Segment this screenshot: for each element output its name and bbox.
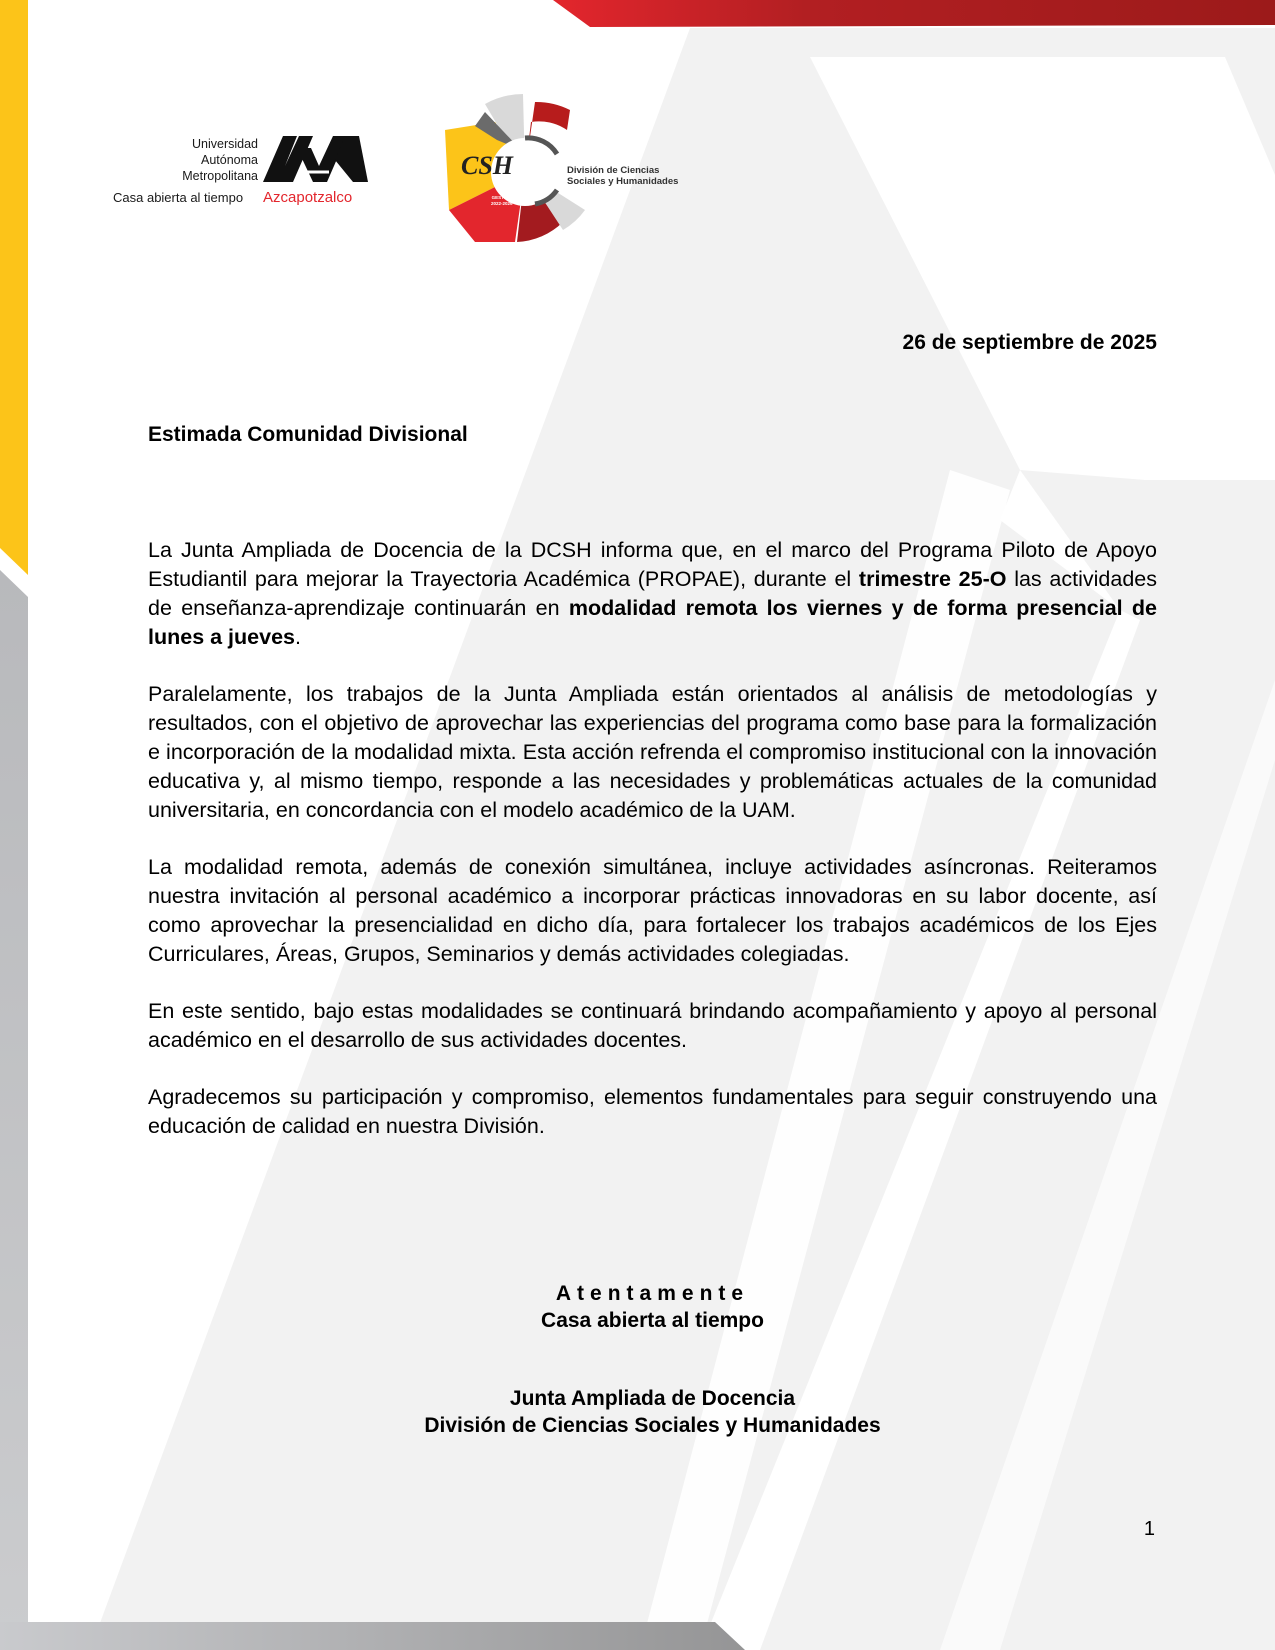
paragraph-1-text-c: .	[295, 625, 301, 649]
paragraph-3: La modalidad remota, además de conexión simultánea, incluye actividades asíncronas. Reiteramos nuestra invitación al personal académico a incorporar prácticas innovadoras en su labor docente, así como aprovechar la presencialidad en dicho día, para fortalecer los trabajos académicos de los Ejes Curriculares, Áreas, Grupos, Seminarios y demás actividades colegiadas.	[148, 855, 1157, 966]
letter-body	[148, 536, 1157, 1169]
uam-name-line-2: Autónoma	[201, 153, 258, 167]
csh-gestion-years: 2022-2026	[491, 201, 513, 206]
letter-signature	[0, 1385, 1275, 1439]
bottom-gray-band	[0, 1622, 745, 1650]
top-red-band	[553, 0, 1275, 27]
letter-date: 26 de septiembre de 2025	[902, 331, 1157, 354]
paragraph-5: Agradecemos su participación y compromiso, elementos fundamentales para seguir construyendo una educación de calidad en nuestra División.	[148, 1085, 1157, 1138]
signature-line-2: División de Ciencias Sociales y Humanidades	[424, 1414, 881, 1437]
csh-name-line-1: División de Ciencias	[567, 165, 660, 176]
paragraph-4: En este sentido, bajo estas modalidades se continuará brindando acompañamiento y apoyo al personal académico en el desarrollo de sus actividades docentes.	[148, 999, 1157, 1052]
paragraph-1-text-a: La Junta Ampliada de Docencia de la DCSH informa que, en el marco del Programa Piloto de Apoyo Estudiantil para mejorar la Trayectoria Académica (PROPAE), durante el	[148, 538, 1157, 591]
uam-name-line-3: Metropolitana	[182, 169, 258, 183]
paragraph-1	[148, 536, 1157, 652]
paragraph-1-text-b: las actividades de enseñanza-aprendizaje continuarán en	[148, 567, 1157, 620]
paragraph-2: Paralelamente, los trabajos de la Junta Ampliada están orientados al análisis de metodologías y resultados, con el objetivo de aprovechar las experiencias del programa como base para la formalización e incorporación de la modalidad mixta. Esta acción refrenda el compromiso institucional con la innovación educativa y, al mismo tiempo, responde a las necesidades y problemáticas actuales de la comunidad universitaria, en concordancia con el modelo académico de la UAM.	[148, 682, 1157, 822]
csh-division-logo	[461, 92, 695, 252]
csh-name-line-2: Sociales y Humanidades	[567, 176, 679, 187]
uam-emblem-icon	[263, 136, 368, 182]
letter-closing	[0, 1280, 1275, 1334]
uam-name-line-1: Universidad	[191, 137, 258, 151]
paragraph-1-bold-term: trimestre 25-O	[858, 567, 1007, 591]
left-yellow-strip	[0, 0, 28, 575]
motto: Casa abierta al tiempo	[541, 1309, 764, 1332]
letter-salutation: Estimada Comunidad Divisional	[148, 423, 468, 446]
csh-gestion-label	[491, 195, 513, 207]
valediction: Atentamente	[555, 1282, 750, 1305]
csh-gestion-title: GESTIÓN	[491, 195, 512, 200]
csh-monogram: CSH	[461, 151, 514, 180]
uam-name	[182, 136, 258, 184]
uam-tagline: Casa abierta al tiempo	[113, 190, 244, 205]
page-number: 1	[1143, 1518, 1155, 1540]
signature-line-1: Junta Ampliada de Docencia	[509, 1387, 796, 1410]
uam-campus: Azcapotzalco	[263, 189, 353, 206]
paragraph-1-bold-modality: modalidad remota los viernes y de forma presencial de lunes a jueves	[148, 596, 1157, 649]
uam-logo	[108, 132, 368, 212]
csh-division-name	[567, 165, 678, 187]
left-gray-strip	[0, 570, 28, 1650]
